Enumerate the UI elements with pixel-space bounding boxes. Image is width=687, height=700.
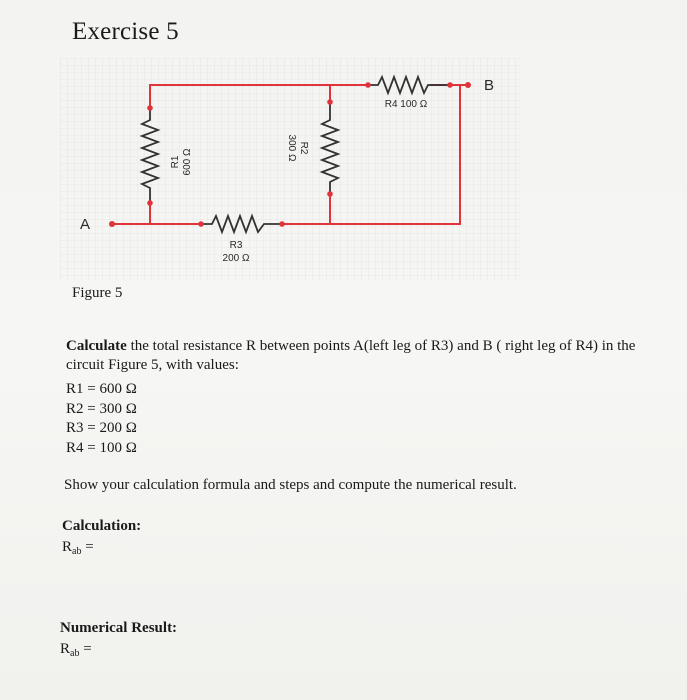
page-title: Exercise 5 <box>72 18 179 45</box>
calc-var-main: R <box>62 539 73 555</box>
figure-caption: Figure 5 <box>72 285 123 301</box>
node-r3-left <box>198 221 204 227</box>
node-r1-bottom <box>147 200 153 206</box>
node-r4-left <box>365 82 371 88</box>
calc-var-sub: ab <box>72 546 82 557</box>
node-r2-bottom <box>327 191 333 197</box>
node-r2-top <box>327 99 333 105</box>
node-r4-right <box>447 82 453 88</box>
node-r3-right <box>279 221 285 227</box>
numerical-result-variable <box>60 641 92 659</box>
value-r1: R1 = 600 Ω <box>66 381 137 397</box>
node-r1-top <box>147 105 153 111</box>
num-var-main: R <box>60 641 71 657</box>
question-text <box>66 337 651 375</box>
r2-value-label: 300 Ω <box>286 134 297 162</box>
instruction-text: Show your calculation formula and steps and compute the numerical result. <box>64 477 517 493</box>
terminal-a-node <box>109 221 115 227</box>
numerical-result-label: Numerical Result: <box>60 620 178 636</box>
terminal-b-node <box>465 82 471 88</box>
question-lead: Calculate <box>66 338 127 354</box>
r3-value-label: 200 Ω <box>222 253 250 264</box>
terminal-b-label: B <box>484 77 495 94</box>
calculation-variable <box>62 539 94 557</box>
r1-value-label: 600 Ω <box>182 148 193 176</box>
num-equals: = <box>79 641 92 657</box>
calc-equals: = <box>81 539 94 555</box>
value-r4: R4 = 100 Ω <box>66 439 137 456</box>
grid-background <box>60 58 520 280</box>
r4-label: R4 100 Ω <box>384 99 428 110</box>
r3-name-label: R3 <box>229 240 243 251</box>
r1-name-label: R1 <box>170 155 181 169</box>
value-r3: R3 = 200 Ω <box>66 420 137 436</box>
values-list <box>66 380 137 458</box>
calculation-label: Calculation: <box>62 518 142 534</box>
r2-name-label: R2 <box>298 141 309 155</box>
circuit-diagram <box>60 58 520 280</box>
num-var-sub: ab <box>70 648 80 659</box>
question-body: the total resistance R between points A(left leg of R3) and B ( right leg of R4) in the circuit Figure 5, with values: <box>66 338 636 373</box>
value-r2: R2 = 300 Ω <box>66 400 137 417</box>
terminal-a-label: A <box>80 216 91 233</box>
